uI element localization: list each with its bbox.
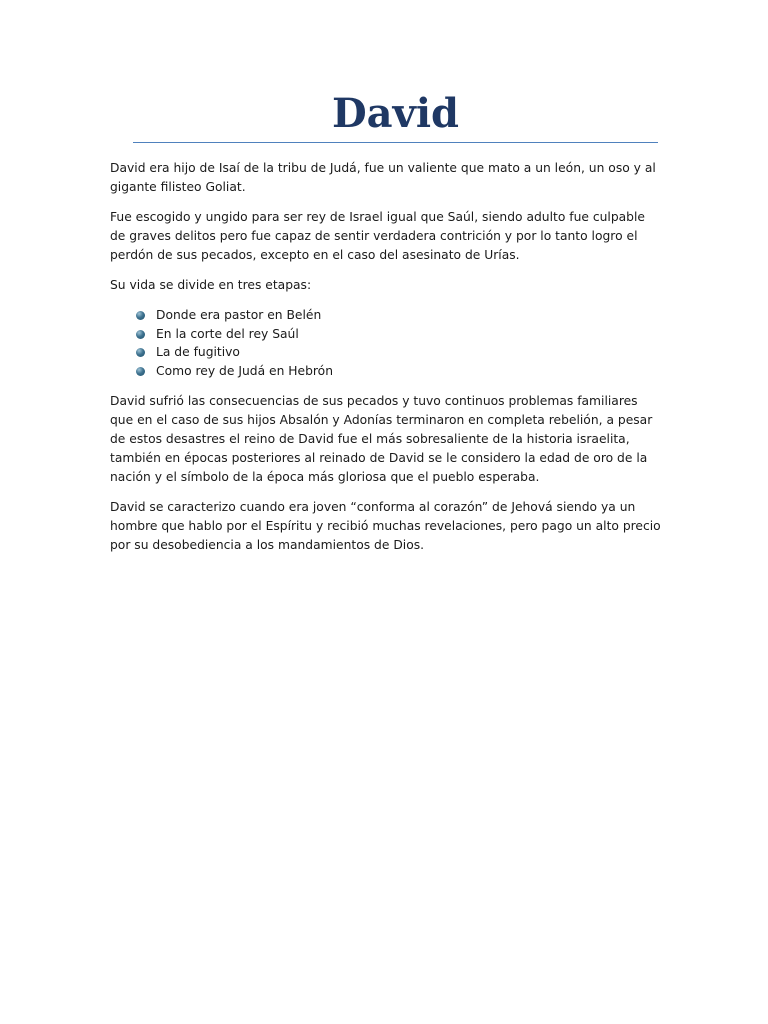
paragraph-anointing: Fue escogido y ungido para ser rey de Israel igual que Saúl, siendo adulto fue culpable de graves delitos pero fue capaz de sentir verdadera contrición y por lo tanto logro el perdón de sus pecados, excepto en el caso del asesinato de Urías. [110, 210, 645, 262]
list-item [156, 343, 662, 362]
list-item [156, 325, 662, 344]
sphere-bullet-icon [136, 367, 145, 376]
list-item [156, 306, 662, 325]
sphere-bullet-icon [136, 330, 145, 339]
list-item-text: Como rey de Judá en Hebrón [156, 364, 333, 379]
paragraph-conclusion: David se caracterizo cuando era joven “conforma al corazón” de Jehová siendo ya un hombre que hablo por el Espíritu y recibió muchas revelaciones, pero pago un alto precio por su desobediencia a los mandamientos de Dios. [110, 499, 661, 552]
paragraph-intro: David era hijo de Isaí de la tribu de Judá, fue un valiente que mato a un león, un oso y al gigante filisteo Goliat. [110, 161, 656, 194]
page-title: David [331, 90, 459, 137]
stages-list [110, 306, 662, 381]
document-body [110, 159, 662, 566]
list-item [156, 362, 662, 381]
sphere-bullet-icon [136, 348, 145, 357]
title-underline [133, 142, 658, 143]
list-item-text: Donde era pastor en Belén [156, 308, 322, 322]
paragraph-consequences: David sufrió las consecuencias de sus pecados y tuvo continuos problemas familiares que en el caso de sus hijos Absalón y Adonías terminaron en completa rebelión, a pesar de estos desastres el reino de David fue el más sobresaliente de la historia israelita, también en épocas posteriores al reinado de David se le considero la edad de oro de la nación y el símbolo de la época más gloriosa que el pueblo esperaba. [110, 393, 653, 484]
list-item-text: La de fugitivo [156, 345, 240, 360]
list-item-text: En la corte del rey Saúl [156, 326, 299, 341]
sphere-bullet-icon [136, 311, 145, 320]
paragraph-list-intro: Su vida se divide en tres etapas: [110, 278, 312, 292]
